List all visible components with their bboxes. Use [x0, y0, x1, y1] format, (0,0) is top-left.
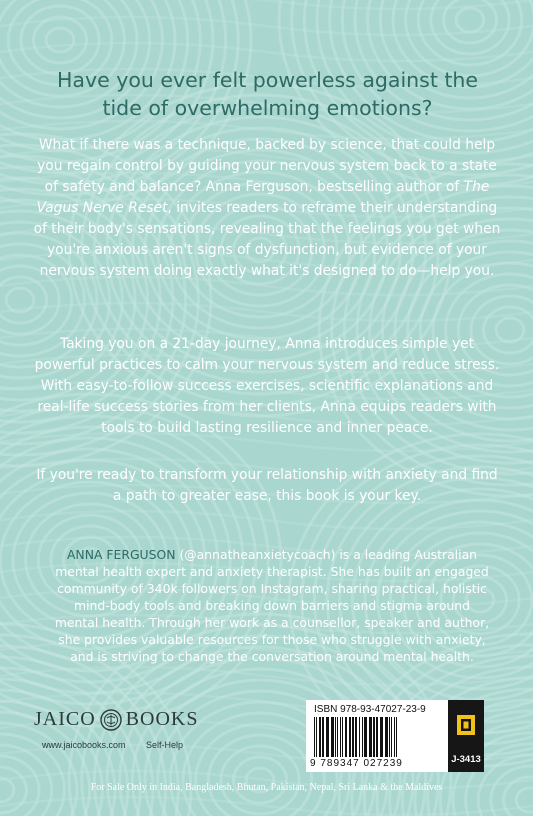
- barcode-bar: [389, 717, 390, 757]
- swirl-ring: [456, 8, 484, 32]
- barcode-bar: [359, 717, 360, 757]
- publisher-name-left: JAICO: [34, 708, 96, 730]
- publisher-block: [34, 708, 234, 758]
- isbn-text: ISBN 978-93-47027-23-9: [314, 704, 426, 715]
- barcode-bar: [314, 717, 315, 757]
- jaico-logo-icon: [100, 709, 122, 731]
- barcode-bar: [316, 717, 317, 757]
- description-paragraph-1: [32, 135, 502, 282]
- publisher-name-right: BOOKS: [125, 708, 199, 730]
- barcode-bar: [394, 717, 395, 757]
- barcode-bar: [335, 717, 336, 757]
- barcode-bar: [373, 717, 375, 757]
- book-title: The Vagus Nerve Reset: [36, 179, 490, 216]
- barcode-box: [306, 700, 448, 772]
- barcode-digits: 9 789347 027239: [310, 758, 403, 769]
- description-paragraph-3: If you're ready to transform your relationship with anxiety and find a path to greater ease, this book is your key.: [36, 467, 498, 504]
- jaico-badge-icon: [456, 714, 476, 736]
- barcode-bar: [364, 717, 367, 757]
- barcode-bar: [396, 717, 397, 757]
- distribution-notice: For Sale Only in India, Bangladesh, Bhutan, Pakistan, Nepal, Sri Lanka & the Maldives: [90, 782, 443, 793]
- headline: Have you ever felt powerless against the tide of overwhelming emotions?: [56, 68, 479, 120]
- barcode-bar: [322, 717, 324, 757]
- barcode-bar: [352, 717, 354, 757]
- barcode-bar: [326, 717, 329, 757]
- publisher-website: www.jaicobooks.com: [42, 740, 126, 750]
- barcode: [312, 717, 442, 757]
- barcode-bar: [380, 717, 383, 757]
- swirl-ring: [46, 28, 74, 52]
- description-text-start: What if there was a technique, backed by science, that could help you regain control by guiding your nervous system back to a state of safety and balance? Anna Ferguson, bestselling author of: [37, 137, 497, 195]
- description-text-end: , invites readers to reframe their understanding of their body's sensations, revealing that the feelings you get when you're anxious aren't signs of dysfunction, but evidence of your nervous system doing exactly what it's designed to do—help you.: [33, 200, 501, 279]
- barcode-bar: [369, 717, 372, 757]
- barcode-bar: [331, 717, 334, 757]
- barcode-bar: [337, 717, 338, 757]
- barcode-bar: [362, 717, 363, 757]
- barcode-bar: [391, 717, 392, 757]
- catalogue-code-box: [448, 700, 484, 772]
- barcode-bar: [340, 717, 341, 757]
- author-name: ANNA FERGUSON: [66, 547, 176, 562]
- author-bio: [52, 546, 492, 665]
- barcode-bar: [376, 717, 378, 757]
- barcode-bar: [349, 717, 351, 757]
- description-paragraph-2: Taking you on a 21-day journey, Anna introduces simple yet powerful practices to calm your nervous system and reduce stress. With easy-to-follow success exercises, scientific explanations and real-life success stories from her clients, Anna equips readers with tools to build lasting resilience and inner peace.: [34, 336, 500, 436]
- barcode-bar: [385, 717, 388, 757]
- barcode-bar: [345, 717, 347, 757]
- swirl-ring: [34, 17, 87, 63]
- barcode-bar: [355, 717, 357, 757]
- author-bio-text: (@annatheanxietycoach) is a leading Australian mental health expert and anxiety therapist. She has built an engaged community of 340k followers on Instagram, sharing practical, holistic mind-body tools and breaking down barriers and stigma around mental health. Through her work as a counsellor, speaker and author, she provides valuable resources for those who struggle with anxiety, and is striving to change the conversation around mental health.: [54, 547, 490, 664]
- barcode-bar: [342, 717, 343, 757]
- barcode-bar: [319, 717, 321, 757]
- book-category: Self-Help: [146, 740, 184, 750]
- catalogue-code: J-3413: [451, 754, 481, 765]
